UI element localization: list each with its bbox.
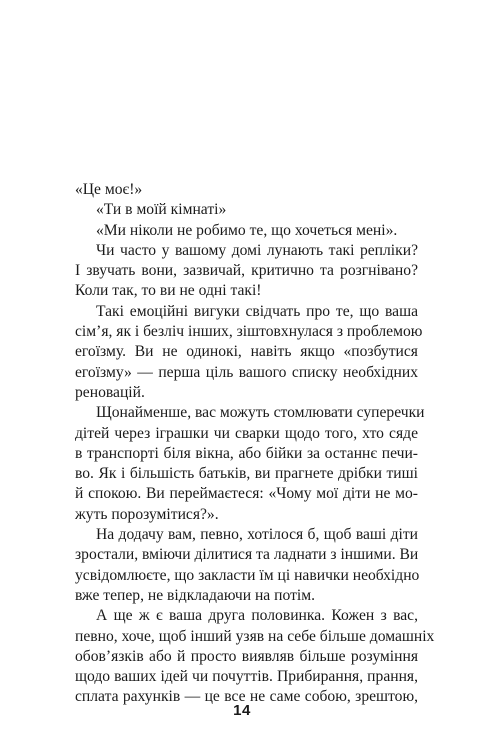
text-line: й спокою. Ви переймаєтеся: «Чому мої діти не мо- (75, 485, 418, 503)
text-line: дітей через іграшки чи сварки щодо того, хто сяде (75, 424, 418, 442)
text-line: вже тепер, не відкладаючи на потім. (75, 586, 315, 604)
text-line: Такі емоційні вигуки свідчать про те, що ваша (96, 302, 418, 320)
text-line: егоїзму» — перша ціль вашого списку необхідних (75, 363, 418, 381)
text-line: «Ти в моїй кімнаті» (96, 201, 227, 219)
text-line: сім’я, як і безліч інших, зіштовхнулася з проблемою (75, 323, 423, 341)
text-line: в транспорті біля вікна, або бійки за останнє печи- (75, 444, 418, 462)
text-line: обов’язків або й просто виявляв більше розуміння (75, 647, 418, 665)
text-line: реновацій. (75, 383, 145, 401)
text-line: зростали, вміючи ділитися та ладнати з іншими. Ви (75, 546, 419, 564)
text-line: На додачу вам, певно, хотілося б, щоб ваші діти (96, 526, 418, 544)
text-line: жуть порозумітися?». (75, 505, 219, 523)
page-number: 14 (233, 702, 251, 719)
text-line: І звучать вони, зазвичай, критично та розгнівано? (75, 262, 418, 280)
text-line: Коли так, то ви не одні такі! (75, 282, 262, 300)
text-line: щодо ваших ідей чи почуттів. Прибирання, прання, (75, 668, 418, 686)
text-line: во. Як і більшість батьків, ви прагнете дрібки тиші (75, 465, 418, 483)
text-line: егоїзму. Ви не одинокі, навіть якщо «позбутися (75, 343, 418, 361)
text-line: «Ми ніколи не робимо те, що хочеться мені». (96, 221, 398, 239)
text-line: Чи часто у вашому домі лунають такі репліки? (96, 241, 418, 259)
text-line: Щонайменше, вас можуть стомлювати суперечки (96, 404, 425, 422)
text-line: усвідомлюєте, що закласти їм ці навички необхідно (75, 566, 420, 584)
text-line: сплата рахунків — це все не саме собою, зрештою, (75, 688, 418, 706)
text-line: певно, хоче, щоб інший узяв на себе більше домашніх (75, 627, 435, 645)
text-line: А ще ж є ваша друга половинка. Кожен з вас, (96, 607, 418, 625)
page-body (75, 180, 435, 708)
text-line: «Це моє!» (75, 181, 143, 198)
